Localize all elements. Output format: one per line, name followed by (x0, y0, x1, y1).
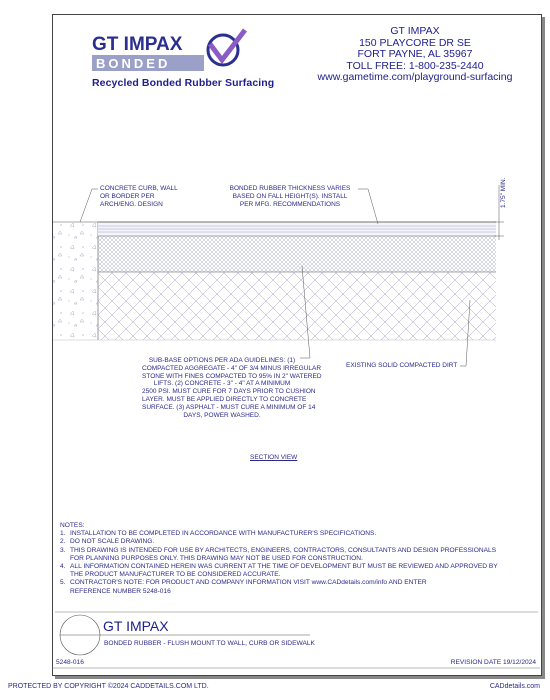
note-item: 1. INSTALLATION TO BE COMPLETED IN ACCORDANCE WITH MANUFACTURER'S SPECIFICATIONS. (60, 530, 377, 538)
note-item: 5. CONTRACTOR'S NOTE: FOR PRODUCT AND COMPANY INFORMATION VISIT www.CADdetails.com/info AND ENTER (60, 579, 427, 587)
note-item: 3. THIS DRAWING IS INTENDED FOR USE BY ARCHITECTS, ENGINEERS, CONTRACTORS, CONSULTANTS AND DESIGN PROFESSIONALS (60, 546, 497, 554)
title-company: GT IMPAX (103, 618, 169, 634)
logo-wordmark: GT IMPAX (92, 34, 183, 55)
reference-number: 5248-016 (56, 659, 84, 666)
callout-sub-base: SUB-BASE OPTIONS PER ADA GUIDELINES: (1) COMPACTED AGGREGATE - 4" OF 3/4 MINUS IRREGULAR STONE WITH FINES COMPACTED TO 95% IN 2" WATERED LIFTS. (2) CONCRETE - 3" - 4" AT A MINIMUM 2500 PSI. MUST CURE FOR 7 DAYS PRIOR TO CUSHION LAYER. MUST BE APPLIED DIRECTLY TO CONCRETE SURFACE. (3) ASPHALT - MUST CURE A MINIMUM OF 14 DAYS, POWER WASHED. (142, 357, 322, 419)
note-item: 2. DO NOT SCALE DRAWING. (60, 538, 155, 546)
logo-bonded-text: BONDED (96, 56, 171, 71)
notes-heading: NOTES: (60, 522, 85, 529)
company-city: FORT PAYNE, AL 35967 (357, 48, 473, 61)
callout-rubber-thickness: BONDED RUBBER THICKNESS VARIES BASED ON FALL HEIGHT(S). INSTALL PER MFG. RECOMMENDATIONS (229, 185, 351, 208)
company-name: GT IMPAX (390, 25, 440, 37)
dimension-label: 1.75" MIN. (500, 177, 507, 208)
company-block (300, 26, 530, 84)
section-view-label: SECTION VIEW (250, 454, 298, 461)
bonded-rubber-layer (98, 222, 496, 236)
copyright-notice: PROTECTED BY COPYRIGHT ©2024 CADDETAILS.COM LTD. (8, 683, 209, 690)
compacted-dirt-layer (53, 272, 496, 340)
company-phone: TOLL FREE: 1-800-235-2440 (346, 59, 484, 72)
title-description: BONDED RUBBER - FLUSH MOUNT TO WALL, CURB OR SIDEWALK (104, 640, 315, 647)
callout-curb: CONCRETE CURB, WALL OR BORDER PER ARCH/ENG. DESIGN (100, 185, 178, 208)
concrete-curb (53, 222, 98, 340)
company-address: 150 PLAYCORE DR SE (359, 36, 471, 49)
revision-date: REVISION DATE 19/12/2024 (450, 659, 536, 666)
company-website[interactable]: www.gametime.com/playground-surfacing (317, 71, 513, 84)
tagline: Recycled Bonded Rubber Surfacing (92, 77, 275, 89)
caddetails-link[interactable]: CADdetails.com (489, 683, 540, 690)
note-item: 4. ALL INFORMATION CONTAINED HEREIN WAS CURRENT AT THE TIME OF DEVELOPMENT BUT MUST BE REVIEWED AND APPROVED BY (60, 563, 498, 571)
callout-dirt: EXISTING SOLID COMPACTED DIRT (346, 362, 458, 369)
notes-block: NOTES: 1. INSTALLATION TO BE COMPLETED IN ACCORDANCE WITH MANUFACTURER'S SPECIFICATIONS. 2. DO NOT SCALE DRAWING. 3. THIS DRAWING IS INTENDED FOR USE BY ARCHITECTS, ENGINEERS, CONTRACTORS, CONSULTANTS AND DESIGN PROFESSIONALS FOR PLANNING PURPOSES ONLY. THIS DRAWING MAY NOT BE USED FOR CONSTRUCTION. 4. ALL INFORMATION CONTAINED HEREIN WAS CURRENT AT THE TIME OF DEVELOPMENT BUT MUST BE REVIEWED AND APPROVED BY THE PRODUCT MANUFACTURER TO BE CONSIDERED ACCURATE. 5. CONTRACTOR'S NOTE: FOR PRODUCT AND COMPANY INFORMATION VISIT www.CADdetails.com/info AND ENTER REFERENCE NUMBER 5248-016 (60, 522, 530, 596)
sub-base-layer (98, 236, 496, 272)
